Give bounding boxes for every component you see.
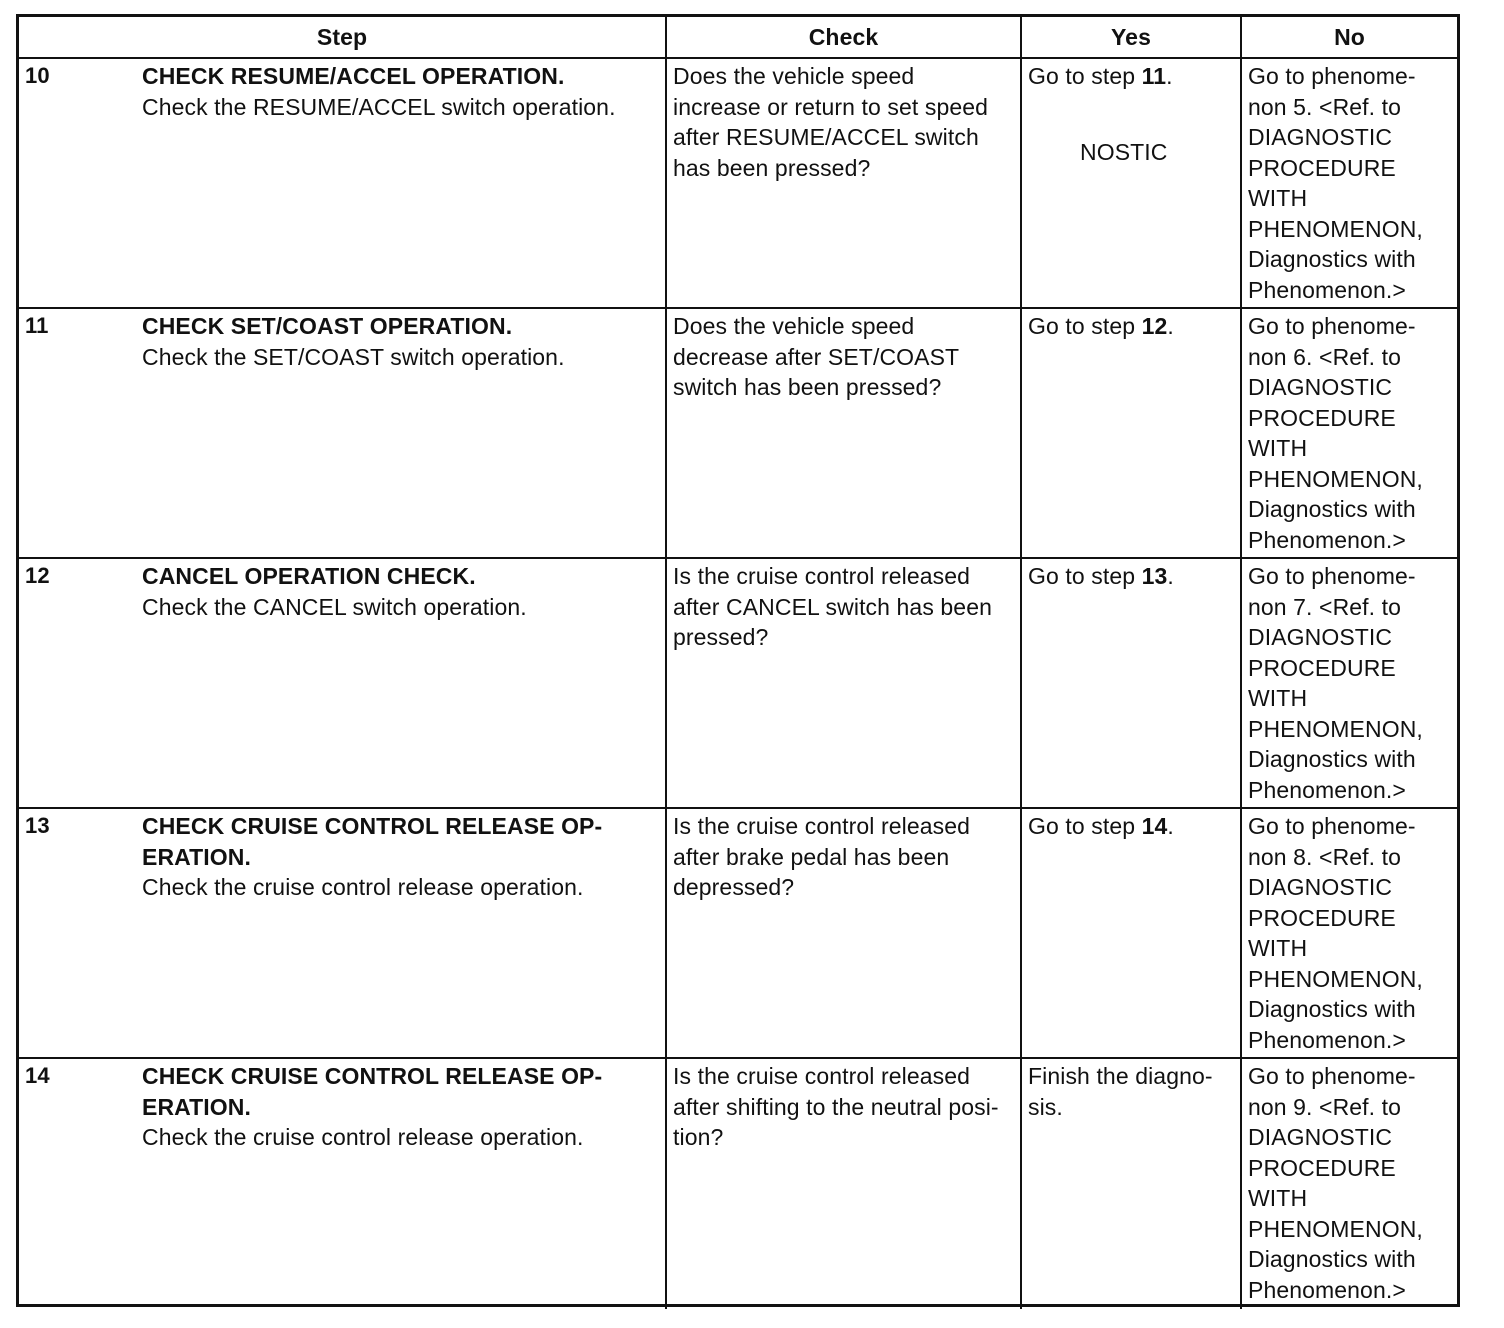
yes-action: Finish the diagno- sis. [1028,1063,1213,1120]
step-number: 12 [25,563,50,588]
step-description: Check the CANCEL switch operation. [142,593,527,620]
step-number: 13 [25,813,50,838]
no-cell [1240,59,1457,307]
table-row [19,809,1457,1059]
yes-action: Go to step 13. [1028,563,1174,589]
step-title: CHECK RESUME/ACCEL OPERATION. [142,63,565,89]
yes-cell [1020,809,1240,1057]
step-title: CANCEL OPERATION CHECK. [142,563,476,589]
table-row [19,1059,1457,1309]
check-cell [665,59,1020,307]
no-action: Go to phenome- non 7. <Ref. to DIAGNOSTIC PROCEDURE WITH PHENOMENON, Diagnostics with Phenomenon.> [1248,563,1423,803]
step-description: Check the RESUME/ACCEL switch operation. [142,93,616,120]
step-title: CHECK CRUISE CONTROL RELEASE OP- ERATION. [142,813,603,870]
yes-step-number: 11 [1141,63,1167,89]
header-check: Check [665,17,1020,57]
yes-cell [1020,559,1240,807]
step-number: 11 [25,313,49,338]
no-cell [1240,1059,1457,1309]
table-header-row [19,17,1457,59]
check-cell [665,309,1020,557]
header-no: No [1240,17,1457,57]
yes-action: Go to step 11. [1028,63,1173,89]
step-cell [19,809,665,1057]
step-cell [19,309,665,557]
header-step: Step [316,24,368,50]
check-question: Does the vehicle speed decrease after SET/COAST switch has been pressed? [673,313,960,400]
no-action: Go to phenome- non 5. <Ref. to DIAGNOSTIC PROCEDURE WITH PHENOMENON, Diagnostics with Phenomenon.> [1248,63,1423,303]
no-action: Go to phenome- non 8. <Ref. to DIAGNOSTIC PROCEDURE WITH PHENOMENON, Diagnostics with Phenomenon.> [1248,813,1423,1053]
step-title: CHECK SET/COAST OPERATION. [142,313,513,339]
header-yes: Yes [1020,17,1240,57]
check-question: Is the cruise control released after CANCEL switch has been pressed? [673,563,992,650]
no-action: Go to phenome- non 9. <Ref. to DIAGNOSTIC PROCEDURE WITH PHENOMENON, Diagnostics with Phenomenon.> [1248,1063,1423,1303]
step-description: Check the cruise control release operation. [142,1124,584,1150]
yes-stray-text: NOSTIC [1080,139,1168,165]
no-action: Go to phenome- non 6. <Ref. to DIAGNOSTIC PROCEDURE WITH PHENOMENON, Diagnostics with Phenomenon.> [1248,313,1423,553]
yes-cell [1020,309,1240,557]
diagnostic-table [16,14,1460,1307]
step-description: Check the SET/COAST switch operation. [142,343,565,370]
check-question: Is the cruise control released after shifting to the neutral posi- tion? [673,1063,999,1150]
step-cell [19,559,665,807]
step-cell [19,1059,665,1309]
table-row [19,559,1457,809]
yes-action: Go to step 12. [1028,313,1174,339]
no-cell [1240,809,1457,1057]
yes-action: Go to step 14. [1028,813,1174,839]
step-number: 10 [25,63,50,88]
check-question: Does the vehicle speed increase or return to set speed after RESUME/ACCEL switch has been pressed? [673,63,989,181]
check-cell [665,1059,1020,1309]
yes-step-number: 12 [1141,313,1168,339]
check-cell [665,809,1020,1057]
yes-step-number: 13 [1141,563,1168,589]
yes-cell [1020,59,1240,307]
table-row [19,309,1457,559]
no-cell [1240,559,1457,807]
yes-step-number: 14 [1141,813,1168,839]
step-number: 14 [25,1063,50,1088]
step-description: Check the cruise control release operation. [142,874,584,900]
yes-cell [1020,1059,1240,1309]
step-title: CHECK CRUISE CONTROL RELEASE OP- ERATION. [142,1063,603,1120]
no-cell [1240,309,1457,557]
check-question: Is the cruise control released after brake pedal has been depressed? [673,813,971,900]
step-cell [19,59,665,307]
check-cell [665,559,1020,807]
table-row [19,59,1457,309]
